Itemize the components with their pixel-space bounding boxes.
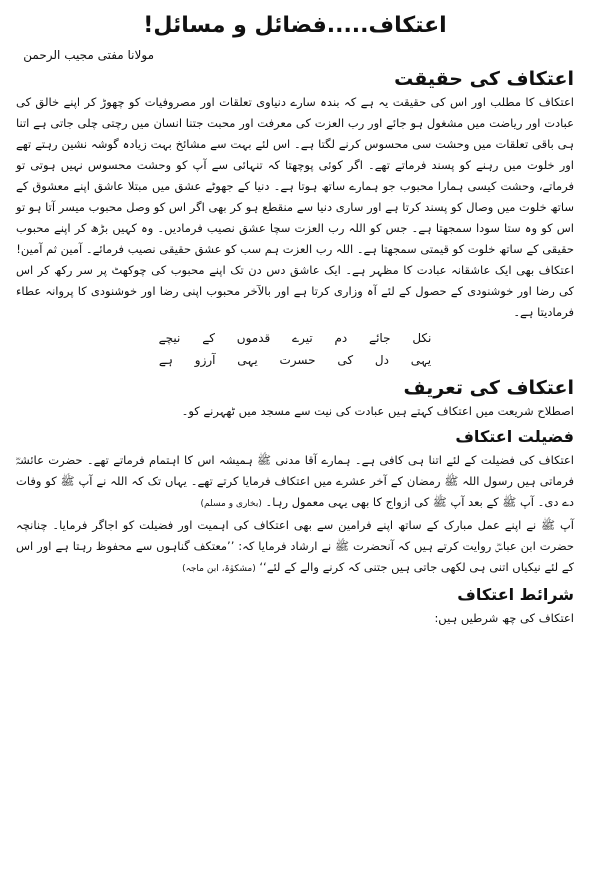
article-title: اعتکاف.....فضائل و مسائل! xyxy=(143,13,447,38)
reference-mishkat-ibn-majah: (مشکوٰۃ، ابن ماجہ) xyxy=(182,564,256,574)
poem-couplet xyxy=(16,327,574,371)
poem-line-1: نکل جائے دم تیرے قدموں کے نیچے xyxy=(158,331,432,345)
paragraph-fazeelat-2-text: آپ ﷺ نے اپنے عمل مبارک کے ساتھ اپنے فرامین سے بھی اعتکاف کی اہمیت اور فضیلت کو اجاگر فرمایا۔ چنانچہ حضرت ابن عباسؓ روایت کرتے ہیں کہ آنحضرت ﷺ نے ارشاد فرمایا کہ: ’’معتکف گناہوں سے محفوظ رہتا ہے اور اس کے لئے نیکیاں اتنی ہی لکھی جاتی ہیں جتنی کہ کرنے والے کے لئے‘‘ xyxy=(16,518,574,574)
section-heading-haqeeqat: اعتکاف کی حقیقت xyxy=(394,68,574,90)
section-heading-fazeelat: فضیلت اعتکاف xyxy=(455,427,574,446)
paragraph-haqeeqat-1: اعتکاف کا مطلب اور اس کی حقیقت یہ ہے کہ بندہ سارے دنیاوی تعلقات اور مصروفیات کو چھوڑ کر اپنے خالق کی عبادت اور ریاضت میں مشغول ہو جائے اور رب العزت کی معرفت اور محبت جتنا انسان میں رچتی چلی جاتی ہے اتنا ہی باقی تعلقات میں وحشت سی محسوس کرنے لگتا ہے۔ اس لئے بہت سے مشائخ بہت زیادہ گوشہ نشین رہتے تھے اور خلوت میں رہنے کو پسند فرماتے تھے۔ اگر کوئی پوچھتا کہ تنہائی سے آپ کو وحشت محسوس نہیں ہوتی تو فرماتے، وحشت کیسی ہمارا محبوب جو ہمارے ساتھ ہوتا ہے۔ دنیا کے جھوٹے عشق میں مبتلا عاشق اپنے معشوق کے ساتھ خلوت میں وصال کو پسند کرتا ہے اور ساری دنیا سے منقطع ہو کر بھی اگر اس کو وصل محبوب میسر آتا ہو تو اس کو وہ ستا سودا سمجھتا ہے۔ جس کو اللہ رب العزت سچا عشق نصیب فرمادیں۔ وہ کہیں بڑھ کر اپنے محبوب حقیقی کے ساتھ خلوت کو قیمتی سمجھتا ہے۔ اللہ رب العزت ہم سب کو عشق حقیقی نصیب فرمائے۔ آمین ثم آمین! xyxy=(16,95,574,256)
poem-line-2: یہی دل کی حسرت یہی آرزو ہے xyxy=(158,353,432,367)
section-heading-sharait: شرائط اعتکاف xyxy=(457,585,574,604)
author-name: مولانا مفتی مجیب الرحمن xyxy=(23,48,154,62)
paragraph-fazeelat-2 xyxy=(16,515,574,580)
paragraph-fazeelat-1-text: اعتکاف کی فضیلت کے لئے اتنا ہی کافی ہے۔ ہمارے آقا مدنی ﷺ ہمیشہ اس کا اہتمام فرماتے تھے۔ حضرت عائشہؓ فرماتی ہیں رسول اللہ ﷺ رمضان کے آخر عشرے میں اعتکاف فرمایا کرتے تھے۔ یہاں تک کہ اللہ نے آپ ﷺ کو وفات دے دی۔ آپ ﷺ کے بعد آپ ﷺ کی ازواج کا بھی یہی معمول رہا۔ xyxy=(16,453,574,509)
paragraph-haqeeqat-2: اعتکاف بھی ایک عاشقانہ عبادت کا مظہر ہے۔ ایک عاشق دس دن تک اپنے محبوب کی چوکھٹ پر سر رکھ کر اس کی رضا اور خوشنودی کے حصول کے لئے آہ وزاری کرتا ہے اور بالآخر محبوب اپنی رضا اور خوشنودی کا پروانہ عطاء فرمادیتا ہے۔ xyxy=(16,263,574,319)
paragraph-sharait-1: اعتکاف کی چھ شرطیں ہیں: xyxy=(434,611,574,625)
paragraph-tareef-1: اصطلاح شریعت میں اعتکاف کہتے ہیں عبادت کی نیت سے مسجد میں ٹھہرنے کو۔ xyxy=(181,404,574,418)
section-heading-tareef: اعتکاف کی تعریف xyxy=(403,377,574,399)
reference-bukhari-muslim: (بخاری و مسلم) xyxy=(200,499,262,509)
paragraph-fazeelat-1 xyxy=(16,450,574,515)
